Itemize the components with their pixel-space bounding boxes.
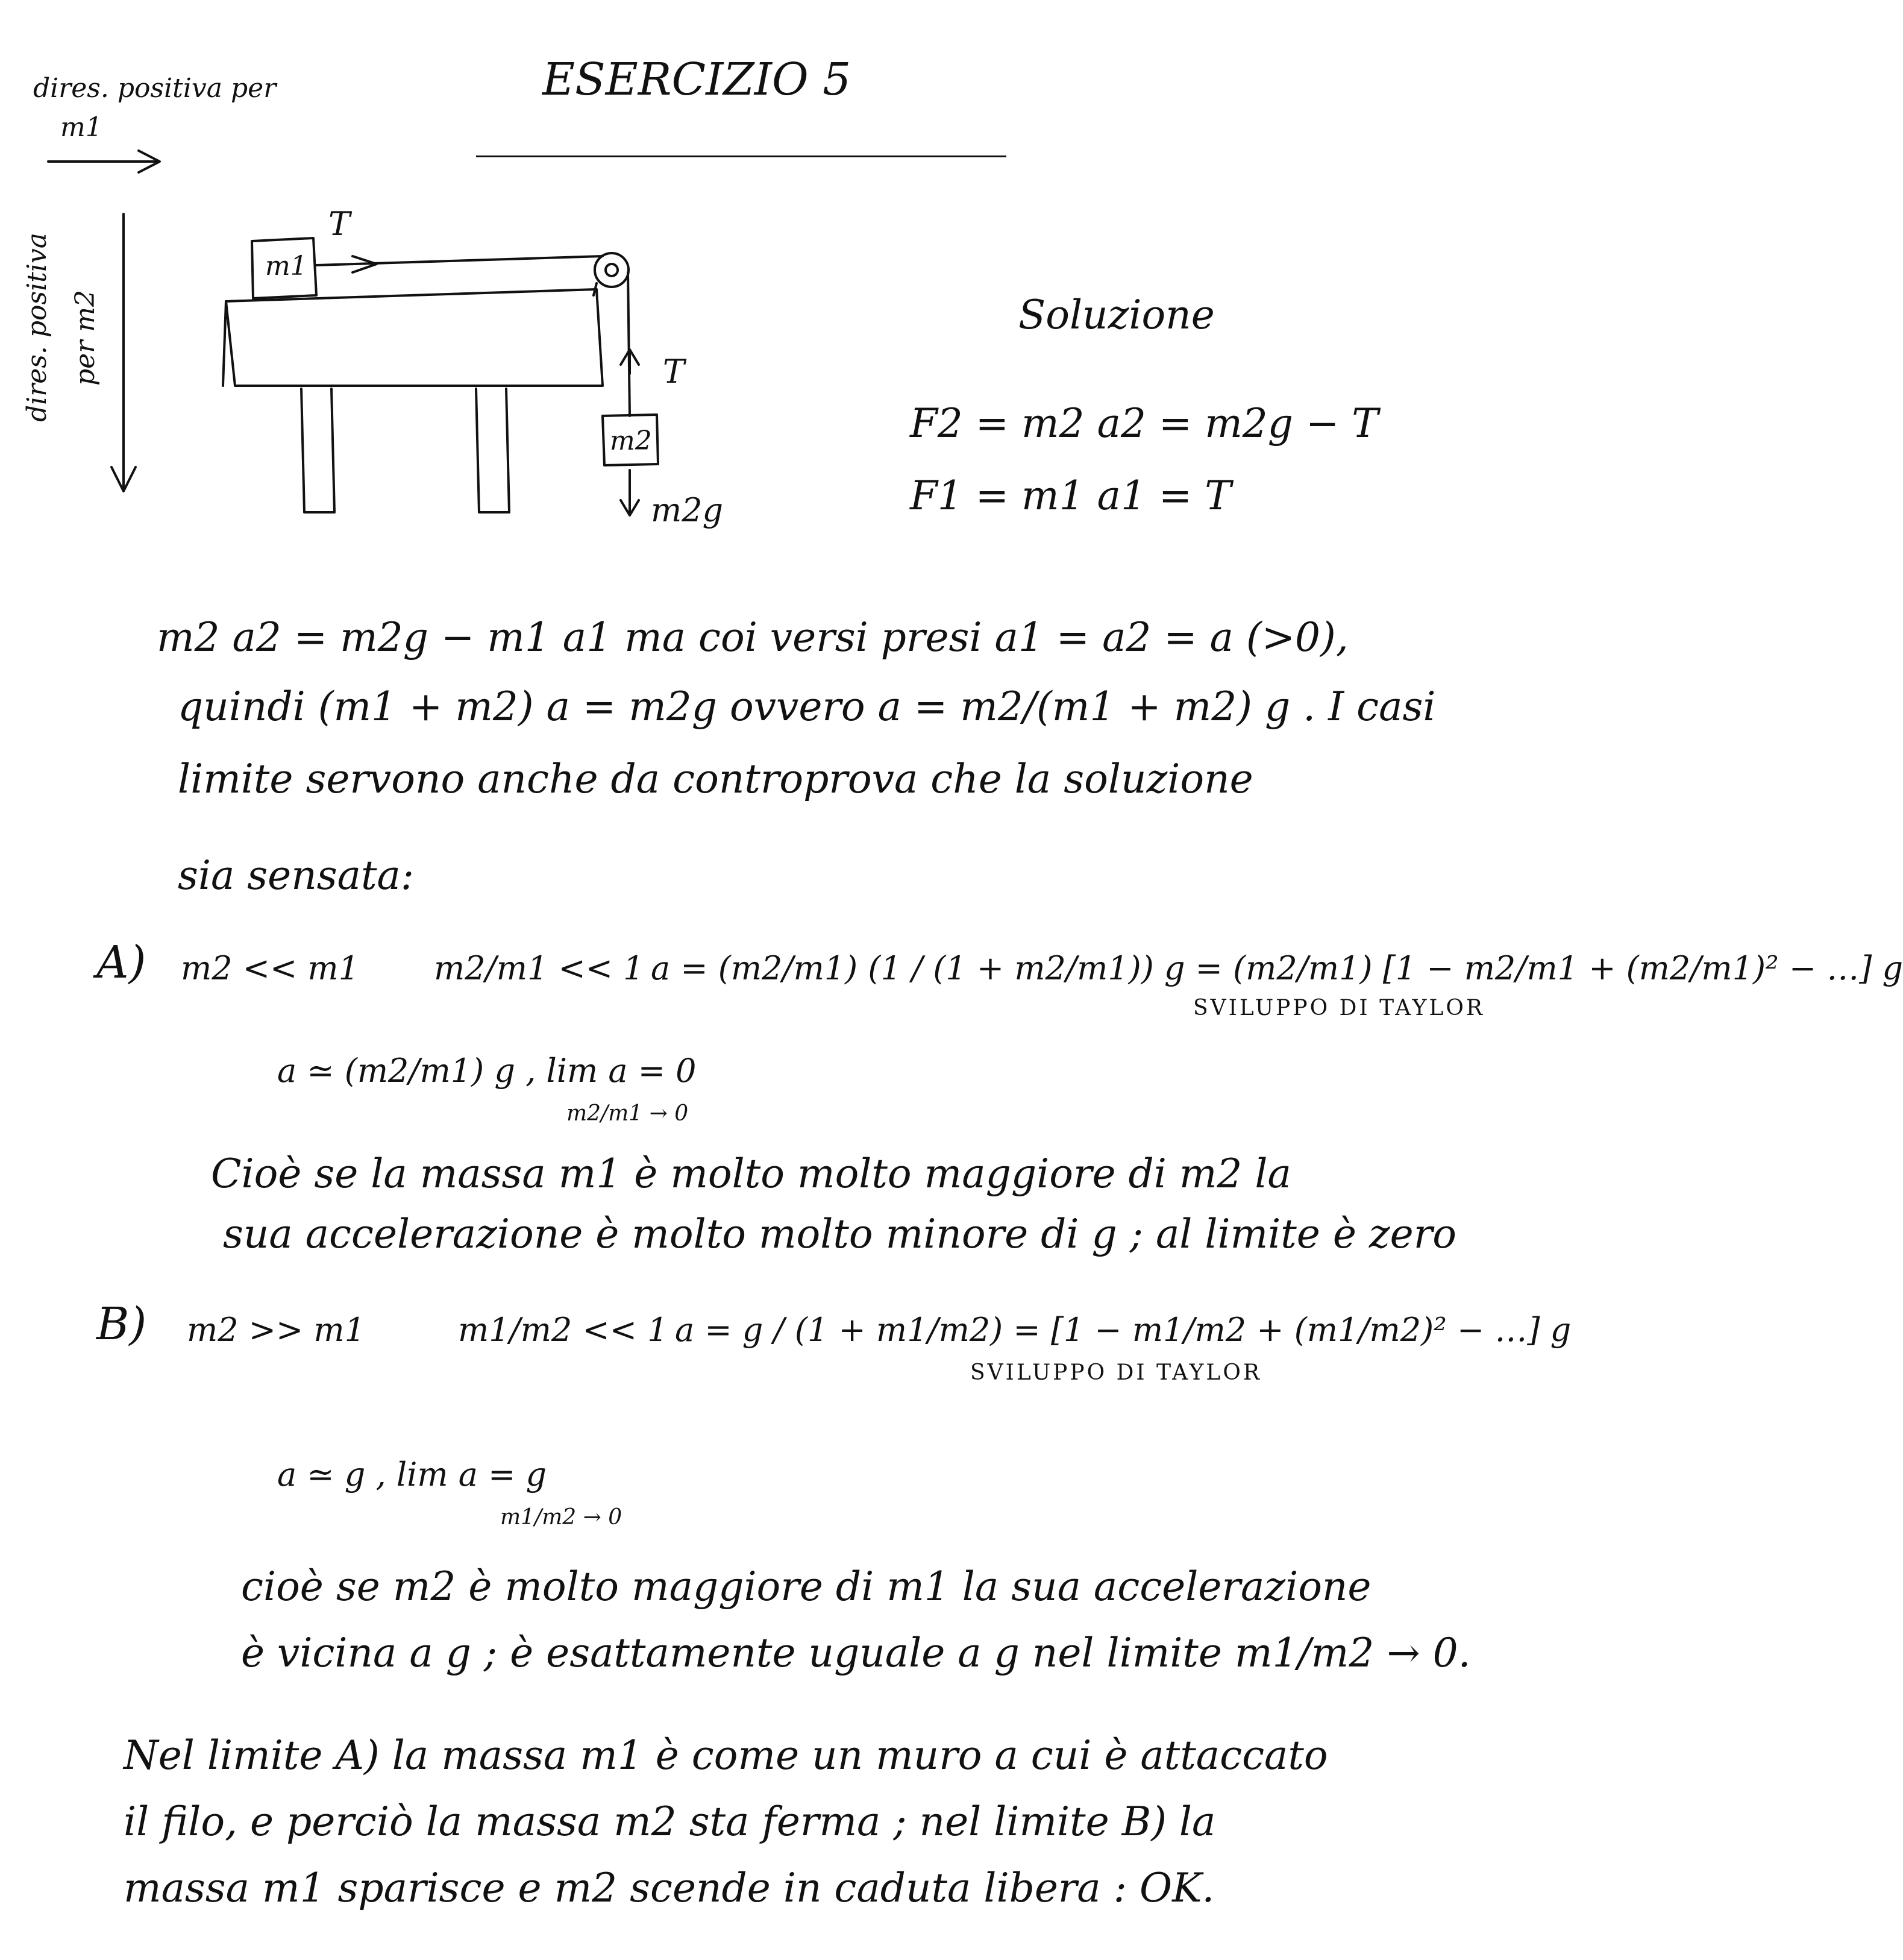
tension-label-top: T: [328, 205, 351, 243]
table-top: [226, 289, 603, 386]
arrow-down-icon: [111, 214, 136, 491]
equation-f2: F2 = m2 a2 = m2g − T: [910, 400, 1379, 447]
dir-m2-mass: per m2: [70, 290, 101, 386]
rope-vertical: [628, 272, 630, 416]
arrow-right-icon: [48, 151, 160, 172]
case-a-comment-2: sua accelerazione è molto molto minore di g ; al limite è zero: [223, 1211, 1456, 1257]
case-a-limit-sub: m2/m1 → 0: [566, 1101, 689, 1126]
case-b-comment-1: cioè se m2 è molto maggiore di m1 la sua accelerazione: [241, 1563, 1372, 1610]
derivation-line-3: limite servono anche da controprova che la soluzione: [178, 756, 1253, 802]
case-b-taylor: SVILUPPO DI TAYLOR: [970, 1360, 1262, 1385]
case-a-ratio: m2/m1 << 1: [434, 949, 644, 987]
case-b-approx: a ≃ g , lim a = g: [277, 1456, 547, 1494]
conclusion-line-1: Nel limite A) la massa m1 è come un muro a cui è attaccato: [124, 1732, 1328, 1779]
case-b-condition: m2 >> m1: [187, 1311, 365, 1349]
tension-label-right: T: [663, 353, 685, 391]
dir-m1-label: dires. positiva per: [33, 73, 277, 104]
table-leg-right: [476, 389, 509, 512]
case-b-formula: a = g / (1 + m1/m2) = [1 − m1/m2 + (m1/m2)² − …] g: [675, 1311, 1572, 1349]
case-b-ratio: m1/m2 << 1: [458, 1311, 668, 1349]
derivation-line-1: m2 a2 = m2g − m1 a1 ma coi versi presi a1 = a2 = a (>0),: [157, 614, 1349, 661]
block-m2-label: m2: [610, 426, 652, 456]
weight-arrow-icon: [621, 470, 639, 515]
weight-label: m2g: [651, 491, 724, 529]
tension-up-arrow-icon: [621, 350, 639, 374]
derivation-line-4: sia sensata:: [178, 852, 415, 899]
conclusion-line-2: il filo, e perciò la massa m2 sta ferma ; nel limite B) la: [124, 1798, 1216, 1845]
block-m1-label: m1: [265, 251, 307, 281]
case-b-comment-2: è vicina a g ; è esattamente uguale a g nel limite m1/m2 → 0.: [241, 1630, 1471, 1676]
case-b-limit-sub: m1/m2 → 0: [500, 1505, 622, 1530]
dir-m2-label: dires. positiva: [22, 232, 52, 422]
page-title: ESERCIZIO 5: [542, 54, 851, 105]
case-a-taylor: SVILUPPO DI TAYLOR: [1193, 996, 1485, 1020]
derivation-line-2: quindi (m1 + m2) a = m2g ovvero a = m2/(m1 + m2) g . I casi: [178, 683, 1436, 730]
equation-f1: F1 = m1 a1 = T: [910, 473, 1232, 519]
case-a-condition: m2 << m1: [181, 949, 359, 987]
case-a-label: A): [96, 937, 146, 988]
solution-heading: Soluzione: [1018, 292, 1215, 338]
case-a-formula: a = (m2/m1) (1 / (1 + m2/m1)) g = (m2/m1) [1 − m2/m1 + (m2/m1)² − …] g: [651, 949, 1903, 987]
case-a-approx: a ≃ (m2/m1) g , lim a = 0: [277, 1052, 697, 1090]
case-a-comment-1: Cioè se la massa m1 è molto molto maggiore di m2 la: [211, 1151, 1291, 1197]
pulley: [595, 253, 629, 287]
conclusion-line-3: massa m1 sparisce e m2 scende in caduta libera : OK.: [124, 1865, 1215, 1911]
dir-m1-mass: m1: [60, 112, 102, 143]
table-leg-left: [301, 389, 334, 512]
case-b-label: B): [96, 1298, 147, 1350]
